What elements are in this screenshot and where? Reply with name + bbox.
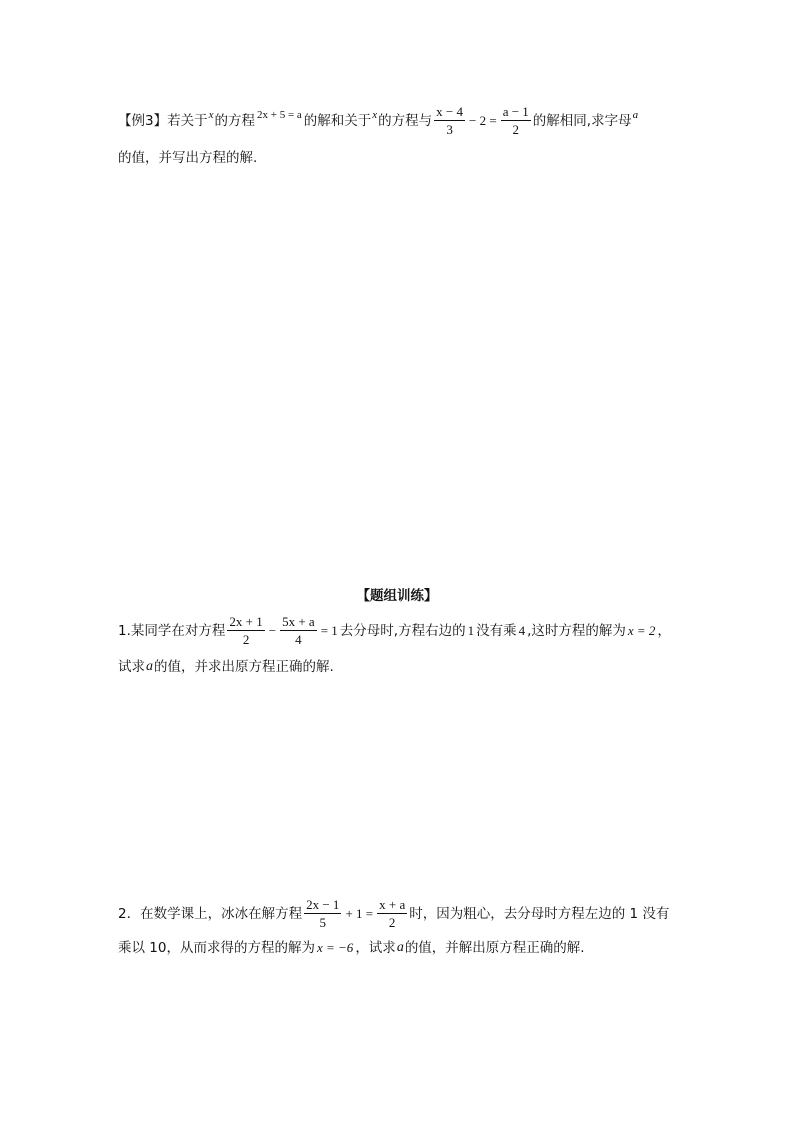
- fraction: [227, 614, 264, 647]
- example-label: 【例3】: [118, 112, 168, 129]
- math-var: x: [372, 108, 378, 121]
- equation-part: − 2 =: [469, 112, 497, 128]
- problem2-line2: [118, 938, 585, 958]
- equation-part: + 1 =: [345, 905, 374, 921]
- solution: x = 2: [627, 622, 656, 638]
- fraction: [280, 614, 317, 647]
- fraction: [304, 897, 341, 930]
- numerator: 2x + 1: [229, 614, 263, 629]
- text: 的解和关于: [303, 112, 372, 129]
- text: 1.某同学在对方程: [118, 622, 226, 639]
- text: 去分母时,方程右边的: [339, 622, 466, 639]
- numerator: a − 1: [502, 104, 529, 119]
- numerator: 2x − 1: [306, 897, 340, 912]
- text: 试求: [118, 659, 145, 675]
- number: 1: [467, 622, 475, 638]
- fraction: [501, 104, 531, 137]
- fraction: [434, 104, 465, 137]
- text: 时，因为粗心，去分母时方程左边的 1 没有: [409, 905, 670, 922]
- denominator: 2: [388, 915, 396, 930]
- text: 若关于: [167, 112, 208, 129]
- denominator: 5: [319, 915, 327, 930]
- denominator: 2: [512, 122, 519, 137]
- math-var: a: [396, 940, 404, 955]
- text: 2．在数学课上，冰冰在解方程: [118, 905, 303, 922]
- text: 的值，并写出方程的解.: [118, 150, 258, 166]
- math-var: a: [632, 108, 639, 121]
- denominator: 4: [295, 632, 302, 647]
- math-var: a: [146, 659, 153, 674]
- numerator: 5x + a: [282, 614, 315, 629]
- denominator: 2: [242, 632, 250, 647]
- text: ,这时方程的解为: [527, 622, 626, 639]
- operator: −: [268, 622, 277, 638]
- problem2-line1: [118, 897, 669, 930]
- example3-line1: [118, 104, 639, 137]
- text: 的值，并解出原方程正确的解.: [404, 940, 585, 956]
- numerator: x + a: [379, 897, 406, 912]
- equation-part: = 1: [320, 622, 338, 638]
- text: ，: [657, 622, 671, 639]
- denominator: 3: [446, 122, 453, 137]
- text: 的值，并求出原方程正确的解.: [154, 659, 334, 675]
- math-var: x: [208, 108, 214, 121]
- numerator: x − 4: [436, 104, 464, 119]
- text: ，试求: [355, 940, 396, 956]
- text: 没有乘: [476, 622, 517, 639]
- text: 的方程: [214, 112, 255, 129]
- problem1-line1: [118, 614, 671, 647]
- text: 乘以 10，从而求得的方程的解为: [118, 940, 315, 956]
- text: 的方程与: [378, 112, 433, 129]
- fraction: [377, 897, 407, 930]
- section-heading: 【题组训练】: [356, 588, 438, 604]
- number: 4: [518, 622, 526, 638]
- equation: 2x + 5 = a: [256, 108, 302, 121]
- problem1-line2: [118, 657, 334, 677]
- text: 的解相同,求字母: [532, 112, 632, 129]
- solution: x = −6: [316, 940, 354, 955]
- example3-line2: [118, 148, 257, 168]
